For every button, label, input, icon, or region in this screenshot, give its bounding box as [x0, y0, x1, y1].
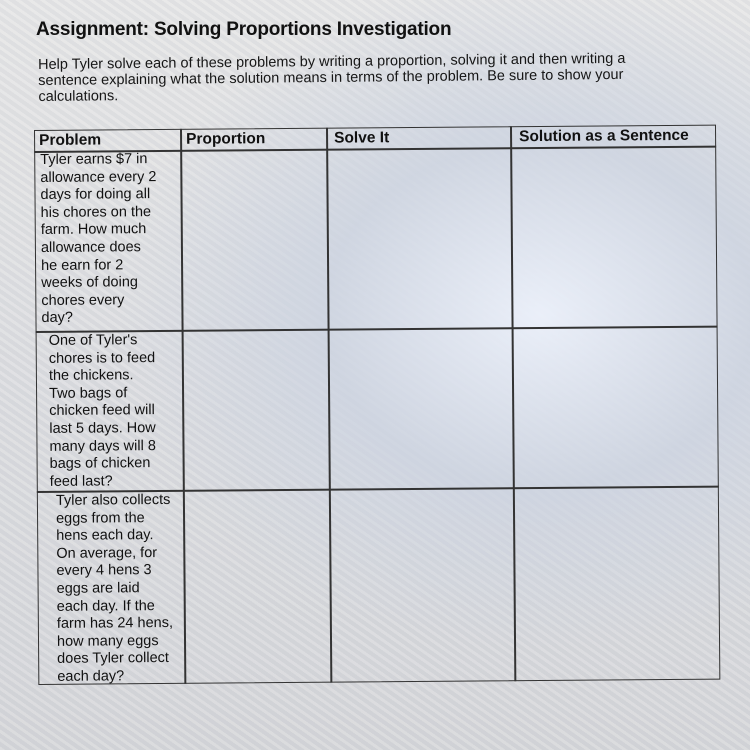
- header-solution-sentence: Solution as a Sentence: [519, 126, 689, 146]
- problem-line: chores every: [41, 292, 125, 309]
- problem-line: farm has 24 hens,: [56, 615, 174, 632]
- problem-cell-3: [56, 492, 174, 686]
- problem-line: weeks of doing: [41, 274, 138, 292]
- proportions-table: [34, 125, 720, 685]
- problem-line: On average, for: [56, 544, 158, 562]
- problem-line: each day. If the: [56, 597, 155, 615]
- instructions-line: sentence explaining what the solution means in terms of the problem. Be sure to show your: [38, 66, 624, 89]
- problem-line: days for doing all: [40, 186, 151, 204]
- problem-line: does Tyler collect: [57, 650, 169, 668]
- problem-line: chicken feed will: [49, 402, 155, 420]
- instructions-line: calculations.: [38, 88, 119, 105]
- problem-line: he earn for 2: [41, 256, 124, 274]
- problem-line: eggs are laid: [56, 580, 140, 597]
- problem-cell-2: [49, 332, 157, 491]
- problem-line: his chores on the: [40, 203, 152, 221]
- page-title: Assignment: Solving Proportions Investigation: [36, 19, 452, 40]
- problem-line: the chickens.: [48, 367, 134, 385]
- instructions-paragraph: [38, 50, 688, 105]
- problem-line: hens each day.: [56, 527, 154, 545]
- problem-line: allowance every 2: [40, 168, 157, 186]
- problem-line: One of Tyler's: [48, 332, 138, 349]
- problem-line: each day?: [57, 668, 125, 685]
- instructions-line: Help Tyler solve each of these problems by writing a proportion, solving it and then writing a: [38, 50, 626, 73]
- problem-line: allowance does: [40, 239, 141, 256]
- problem-line: Tyler earns $7 in: [40, 151, 148, 168]
- problem-line: many days will 8: [49, 437, 156, 455]
- problem-line: Two bags of: [49, 385, 128, 402]
- problem-line: farm. How much: [40, 221, 147, 239]
- problem-line: eggs from the: [55, 509, 145, 527]
- header-problem: Problem: [39, 131, 102, 149]
- problem-line: bags of chicken: [49, 455, 151, 473]
- problem-line: how many eggs: [56, 632, 159, 650]
- problem-line: day?: [41, 310, 73, 327]
- problem-line: every 4 hens 3: [56, 562, 152, 580]
- problem-line: last 5 days. How: [49, 420, 156, 437]
- problem-line: chores is to feed: [48, 349, 156, 367]
- problem-line: Tyler also collects: [55, 491, 171, 509]
- problem-cell-1: [40, 151, 157, 328]
- header-proportion: Proportion: [186, 130, 266, 148]
- header-solve-it: Solve It: [334, 129, 390, 147]
- problem-line: feed last?: [49, 473, 113, 490]
